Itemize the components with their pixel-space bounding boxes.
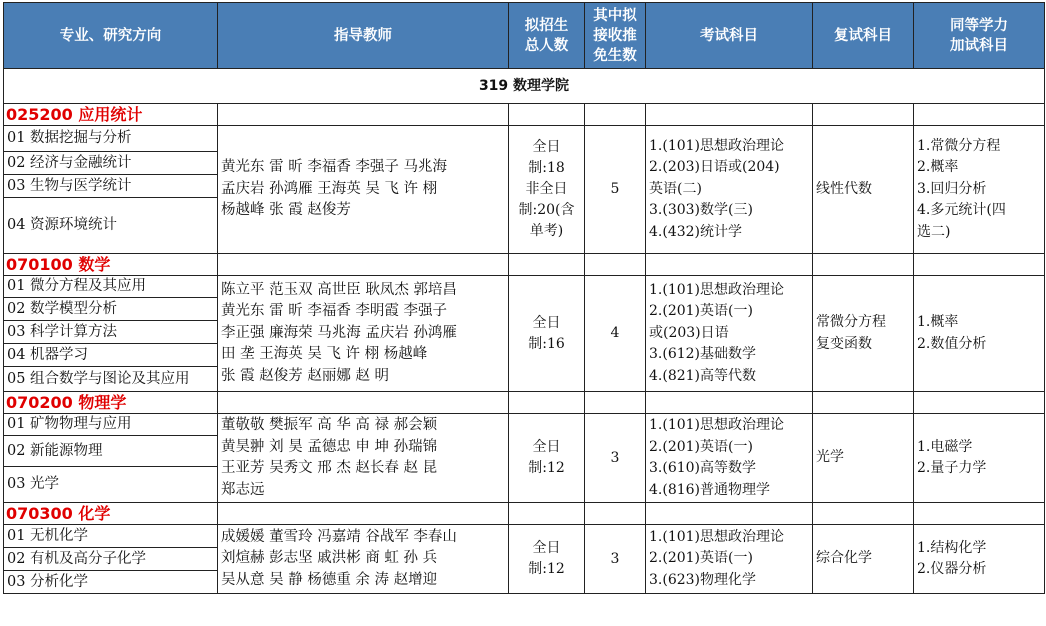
teacher-list-line: 孟庆岩 孙鸿雁 王海英 吴 飞 许 栩 (221, 180, 438, 197)
retest-subjects (813, 525, 914, 594)
total-count-line: 制:20(含 (518, 202, 575, 218)
direction-label: 02 新能源物理 (4, 436, 218, 467)
direction-label: 03 光学 (4, 467, 218, 503)
retest-subjects-line: 复变函数 (816, 335, 872, 352)
major-title: 070200 物理学 (4, 392, 218, 414)
exam-subjects-line: 1.(101)思想政治理论 (649, 281, 785, 298)
header-major: 专业、研究方向 (4, 3, 218, 69)
empty-cell (585, 254, 646, 276)
empty-cell (813, 104, 914, 126)
college-title: 319 数理学院 (4, 69, 1045, 104)
empty-cell (509, 392, 585, 414)
header-teacher: 指导教师 (218, 3, 509, 69)
total-count (509, 276, 585, 392)
direction-label: 02 经济与金融统计 (4, 152, 218, 175)
direction-label: 02 数学模型分析 (4, 298, 218, 321)
major-row (4, 254, 1045, 276)
exam-subjects (646, 276, 813, 392)
teacher-list-line: 吴从意 吴 静 杨德重 余 涛 赵增迎 (221, 571, 438, 588)
empty-cell (646, 104, 813, 126)
total-count (509, 126, 585, 254)
exam-subjects (646, 525, 813, 594)
total-count-line: 非全日 (525, 181, 568, 197)
direction-label: 04 资源环境统计 (4, 198, 218, 254)
direction-label: 01 数据挖掘与分析 (4, 126, 218, 152)
equiv-subjects-line: 1.结构化学 (917, 539, 987, 556)
total-count-line: 全日 (532, 540, 561, 556)
teacher-list (218, 126, 509, 254)
exam-subjects-line: 3.(610)高等数学 (649, 460, 757, 476)
total-count-line: 制:12 (528, 561, 565, 577)
total-count-line: 制:16 (528, 335, 565, 352)
empty-cell (646, 254, 813, 276)
teacher-list-line: 黄昊翀 刘 昊 孟德忠 申 坤 孙瑞锦 (221, 438, 438, 455)
equiv-subjects-line: 选二) (917, 223, 951, 240)
exam-subjects (646, 126, 813, 254)
college-row (4, 69, 1045, 104)
exam-subjects-line: 3.(303)数学(三) (649, 202, 753, 219)
exam-subjects-line: 2.(201)英语(一) (649, 303, 753, 320)
table-header-row (4, 3, 1045, 69)
exam-subjects-line: 4.(432)统计学 (649, 223, 743, 240)
teacher-list (218, 414, 509, 503)
major-row (4, 392, 1045, 414)
total-count-line: 制:18 (528, 160, 565, 176)
empty-cell (585, 503, 646, 525)
teacher-list-line: 杨越峰 张 霞 赵俊芳 (221, 202, 351, 219)
major-title: 025200 应用统计 (4, 104, 218, 126)
direction-label: 03 分析化学 (4, 571, 218, 594)
direction-label: 01 无机化学 (4, 525, 218, 548)
retest-subjects-line: 光学 (816, 449, 844, 466)
direction-label: 03 科学计算方法 (4, 321, 218, 344)
header-equiv: 同等学力 加试科目 (914, 3, 1045, 69)
teacher-list-line: 董敬敬 樊振军 高 华 高 禄 郝会颖 (221, 417, 438, 433)
direction-row (4, 525, 1045, 548)
empty-cell (813, 503, 914, 525)
direction-label: 04 机器学习 (4, 344, 218, 367)
total-count-line: 全日 (532, 314, 561, 331)
empty-cell (914, 104, 1045, 126)
header-exempt: 其中拟 接收推 免生数 (585, 3, 646, 69)
equiv-subjects-line: 2.数值分析 (917, 335, 987, 352)
admissions-table (3, 2, 1045, 594)
direction-label: 05 组合数学与图论及其应用 (4, 367, 218, 392)
equiv-subjects-line: 2.仪器分析 (917, 561, 987, 577)
direction-row (4, 414, 1045, 436)
exam-subjects-line: 英语(二) (649, 180, 702, 197)
teacher-list-line: 郑志远 (221, 481, 265, 498)
equiv-subjects (914, 126, 1045, 254)
direction-label: 02 有机及高分子化学 (4, 548, 218, 571)
equiv-subjects-line: 2.量子力学 (917, 460, 987, 476)
total-count-line: 全日 (532, 439, 561, 455)
total-count (509, 525, 585, 594)
header-total: 拟招生 总人数 (509, 3, 585, 69)
teacher-list-line: 李正强 廉海荣 马兆海 孟庆岩 孙鸿雁 (221, 324, 457, 341)
total-count-line: 全日 (532, 139, 561, 155)
exam-subjects-line: 3.(612)基础数学 (649, 346, 757, 363)
empty-cell (646, 503, 813, 525)
exam-subjects-line: 1.(101)思想政治理论 (649, 417, 785, 433)
equiv-subjects-line: 1.概率 (917, 314, 959, 330)
retest-subjects-line: 线性代数 (816, 180, 872, 197)
equiv-subjects-line: 3.回归分析 (917, 180, 987, 197)
exam-subjects-line: 2.(203)日语或(204) (649, 159, 780, 176)
teacher-list-line: 田 垄 王海英 吴 飞 许 栩 杨越峰 (221, 346, 428, 363)
major-row (4, 503, 1045, 525)
empty-cell (218, 104, 509, 126)
exam-subjects-line: 1.(101)思想政治理论 (649, 528, 785, 545)
teacher-list-line: 张 霞 赵俊芳 赵丽娜 赵 明 (221, 367, 390, 384)
empty-cell (914, 392, 1045, 414)
retest-subjects-line: 综合化学 (816, 550, 872, 567)
exam-subjects-line: 或(203)日语 (649, 324, 729, 341)
direction-row (4, 126, 1045, 152)
exam-subjects-line: 4.(816)普通物理学 (649, 481, 771, 498)
major-title: 070300 化学 (4, 503, 218, 525)
equiv-subjects (914, 414, 1045, 503)
equiv-subjects-line: 1.常微分方程 (917, 137, 1001, 154)
empty-cell (914, 254, 1045, 276)
retest-subjects (813, 414, 914, 503)
exam-subjects (646, 414, 813, 503)
header-exam: 考试科目 (646, 3, 813, 69)
empty-cell (813, 392, 914, 414)
teacher-list (218, 276, 509, 392)
empty-cell (509, 503, 585, 525)
exam-subjects-line: 2.(201)英语(一) (649, 438, 753, 455)
empty-cell (218, 392, 509, 414)
teacher-list-line: 王亚芳 吴秀文 邢 杰 赵长春 赵 昆 (221, 460, 438, 476)
header-retest: 复试科目 (813, 3, 914, 69)
total-count (509, 414, 585, 503)
direction-label: 01 微分方程及其应用 (4, 276, 218, 298)
direction-label: 01 矿物物理与应用 (4, 414, 218, 436)
empty-cell (813, 254, 914, 276)
exempt-count: 3 (585, 525, 646, 594)
empty-cell (914, 503, 1045, 525)
empty-cell (509, 254, 585, 276)
direction-label: 03 生物与医学统计 (4, 175, 218, 198)
teacher-list-line: 黄光东 雷 昕 李福香 李明霞 李强子 (221, 303, 448, 320)
exam-subjects-line: 2.(201)英语(一) (649, 550, 753, 567)
equiv-subjects (914, 276, 1045, 392)
major-row (4, 104, 1045, 126)
empty-cell (509, 104, 585, 126)
teacher-list-line: 成媛媛 董雪玲 冯嘉靖 谷战军 李春山 (221, 528, 457, 545)
total-count-line: 单考) (529, 223, 564, 239)
equiv-subjects-line: 2.概率 (917, 159, 959, 176)
retest-subjects-line: 常微分方程 (816, 314, 886, 330)
teacher-list-line: 刘煊赫 彭志坚 戚洪彬 商 虹 孙 兵 (221, 550, 438, 567)
exempt-count: 5 (585, 126, 646, 254)
exam-subjects-line: 4.(821)高等代数 (649, 367, 757, 384)
empty-cell (646, 392, 813, 414)
empty-cell (585, 104, 646, 126)
exam-subjects-line: 1.(101)思想政治理论 (649, 137, 785, 154)
exempt-count: 3 (585, 414, 646, 503)
direction-row (4, 276, 1045, 298)
teacher-list-line: 黄光东 雷 昕 李福香 李强子 马兆海 (221, 159, 448, 176)
major-title: 070100 数学 (4, 254, 218, 276)
empty-cell (218, 503, 509, 525)
teacher-list (218, 525, 509, 594)
equiv-subjects (914, 525, 1045, 594)
equiv-subjects-line: 1.电磁学 (917, 438, 973, 455)
exam-subjects-line: 3.(623)物理化学 (649, 571, 757, 588)
retest-subjects (813, 276, 914, 392)
retest-subjects (813, 126, 914, 254)
empty-cell (585, 392, 646, 414)
equiv-subjects-line: 4.多元统计(四 (917, 202, 1006, 219)
empty-cell (218, 254, 509, 276)
total-count-line: 制:12 (528, 460, 565, 476)
teacher-list-line: 陈立平 范玉双 高世臣 耿凤杰 郭培昌 (221, 281, 457, 298)
exempt-count: 4 (585, 276, 646, 392)
